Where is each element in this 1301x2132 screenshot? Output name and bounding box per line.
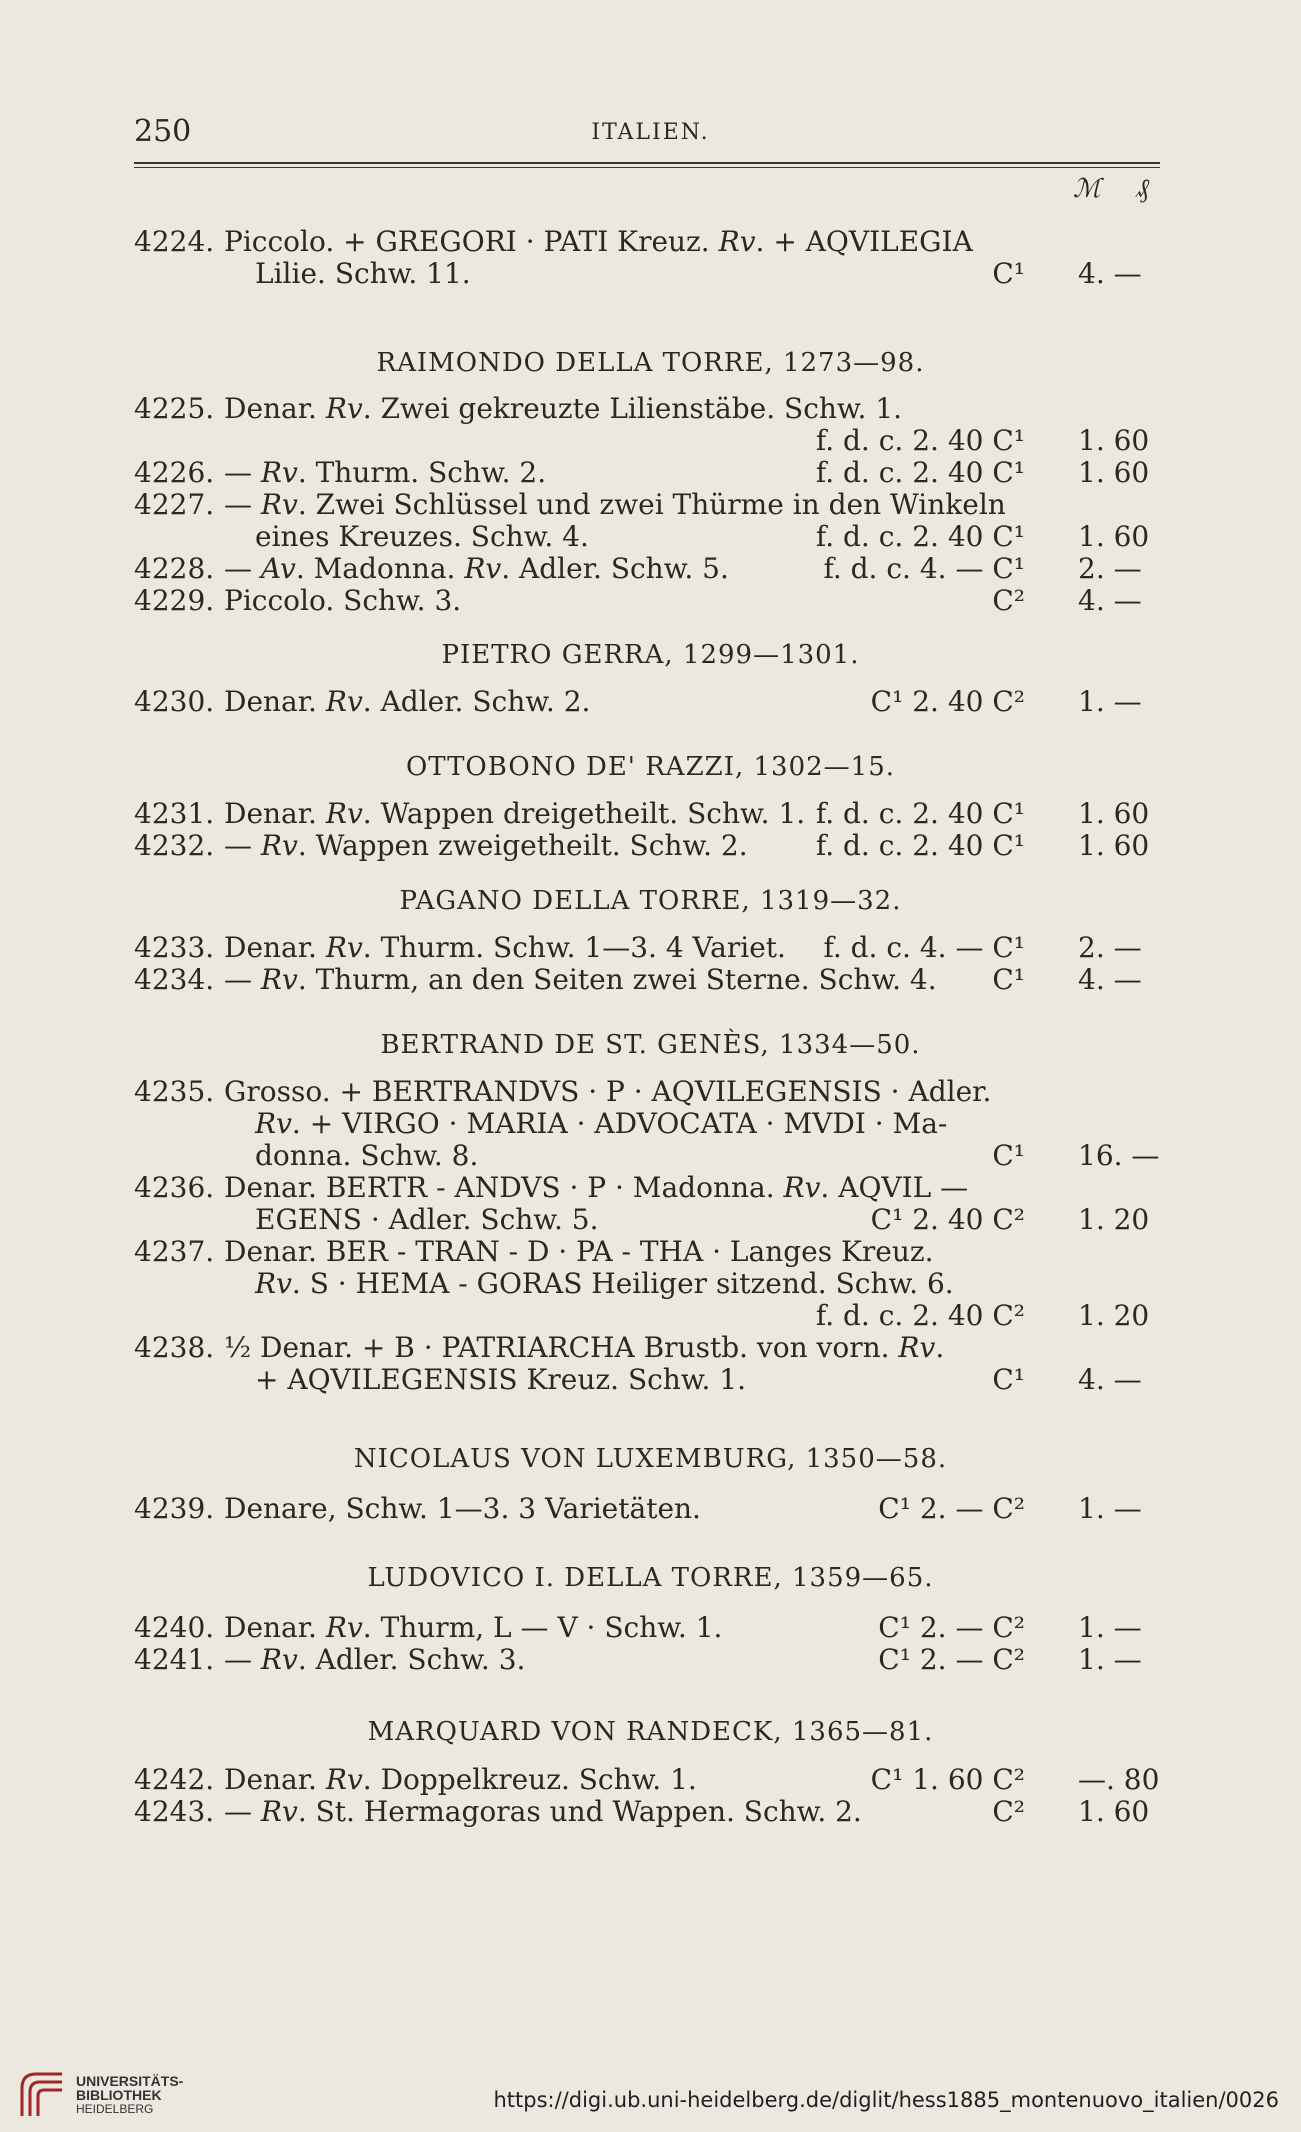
entry-price: 1. 60 <box>1078 456 1150 489</box>
entry-description: — Rv. Wappen zweigetheilt. Schw. 2. <box>224 829 748 862</box>
library-logo-icon <box>14 2066 70 2122</box>
entry-number: 4242. <box>134 1763 215 1796</box>
source-url-link[interactable]: https://digi.ub.uni-heidelberg.de/diglit/hess1885_montenuovo_italien/0026 <box>493 2088 1279 2112</box>
entry-number: 4227. <box>134 488 215 521</box>
entry-description: — Av. Madonna. Rv. Adler. Schw. 5. <box>224 552 729 585</box>
entry-price: 2. — <box>1078 552 1142 585</box>
entry-grade: C¹ <box>992 257 1025 290</box>
entry-price: 1. 60 <box>1078 424 1150 457</box>
entry-description: Denar. BER - TRAN - D · PA - THA · Langes Kreuz. <box>224 1235 934 1268</box>
header-rule-thin <box>134 167 1160 168</box>
entry-number: 4224. <box>134 225 215 258</box>
entry-number: 4240. <box>134 1611 215 1644</box>
running-title: ITALIEN. <box>591 120 710 145</box>
entry-number: 4237. <box>134 1235 215 1268</box>
entry-description: Piccolo. + GREGORI · PATI Kreuz. Rv. + AQVILEGIA <box>224 225 973 258</box>
entry-description: — Rv. Thurm, an den Seiten zwei Sterne. Schw. 4. <box>224 963 937 996</box>
entry-price: 16. — <box>1078 1139 1160 1172</box>
entry-description: Denar. Rv. Doppelkreuz. Schw. 1. <box>224 1763 697 1796</box>
entry-description: Denar. BERTR - ANDVS · P · Madonna. Rv. AQVIL — <box>224 1171 969 1204</box>
section-heading: BERTRAND DE ST. GENÈS, 1334—50. <box>380 1030 921 1060</box>
library-name-line2: BIBLIOTHEK <box>76 2087 162 2103</box>
entry-description: EGENS · Adler. Schw. 5. <box>255 1203 599 1236</box>
entry-price: —. 80 <box>1078 1763 1160 1796</box>
entry-price: 1. 60 <box>1078 520 1150 553</box>
entry-grade: f. d. c. 2. 40 C¹ <box>815 829 1025 862</box>
entry-grade: C¹ <box>992 1139 1025 1172</box>
section-heading: NICOLAUS VON LUXEMBURG, 1350—58. <box>353 1444 948 1474</box>
currency-mark-label: ℳ <box>1073 174 1101 204</box>
entry-number: 4225. <box>134 392 215 425</box>
entry-description: — Rv. St. Hermagoras und Wappen. Schw. 2. <box>224 1795 862 1828</box>
entry-grade: f. d. c. 4. — C¹ <box>823 552 1025 585</box>
entry-number: 4235. <box>134 1075 215 1108</box>
entry-price: 1. 20 <box>1078 1203 1150 1236</box>
entry-description: Denar. Rv. Zwei gekreuzte Lilienstäbe. Schw. 1. <box>224 392 903 425</box>
entry-description: ½ Denar. + B · PATRIARCHA Brustb. von vorn. Rv. <box>224 1331 945 1364</box>
entry-grade: f. d. c. 2. 40 C¹ <box>815 424 1025 457</box>
entry-grade: C¹ 2. — C² <box>878 1643 1025 1676</box>
entry-description: Denare, Schw. 1—3. 3 Varietäten. <box>224 1492 701 1525</box>
entry-description: eines Kreuzes. Schw. 4. <box>255 520 589 553</box>
entry-price: 1. — <box>1078 1611 1142 1644</box>
section-heading: PAGANO DELLA TORRE, 1319—32. <box>399 886 902 916</box>
entry-number: 4238. <box>134 1331 215 1364</box>
entry-price: 1. — <box>1078 685 1142 718</box>
currency-sub-label: ₰ <box>1136 174 1149 204</box>
entry-price: 1. 60 <box>1078 797 1150 830</box>
entry-grade: f. d. c. 2. 40 C² <box>815 1299 1025 1332</box>
section-heading: PIETRO GERRA, 1299—1301. <box>441 640 860 670</box>
entry-number: 4226. <box>134 456 215 489</box>
entry-price: 4. — <box>1078 257 1142 290</box>
entry-number: 4233. <box>134 931 215 964</box>
entry-price: 1. — <box>1078 1492 1142 1525</box>
entry-number: 4230. <box>134 685 215 718</box>
entry-number: 4239. <box>134 1492 215 1525</box>
entry-description: Denar. Rv. Thurm. Schw. 1—3. 4 Variet. <box>224 931 786 964</box>
entry-description: Denar. Rv. Adler. Schw. 2. <box>224 685 591 718</box>
entry-number: 4236. <box>134 1171 215 1204</box>
entry-description: — Rv. Adler. Schw. 3. <box>224 1643 526 1676</box>
entry-price: 4. — <box>1078 584 1142 617</box>
entry-description: Denar. Rv. Thurm, L — V · Schw. 1. <box>224 1611 723 1644</box>
entry-number: 4241. <box>134 1643 215 1676</box>
entry-grade: f. d. c. 4. — C¹ <box>823 931 1025 964</box>
entry-grade: C¹ 1. 60 C² <box>870 1763 1025 1796</box>
entry-grade: C¹ <box>992 963 1025 996</box>
library-name-line3: HEIDELBERG <box>76 2102 154 2116</box>
library-name <box>76 2074 183 2116</box>
entry-description: Rv. S · HEMA - GORAS Heiliger sitzend. Schw. 6. <box>255 1267 954 1300</box>
header-rule <box>134 162 1160 164</box>
entry-number: 4231. <box>134 797 215 830</box>
entry-number: 4234. <box>134 963 215 996</box>
entry-description: Grosso. + BERTRANDVS · P · AQVILEGENSIS · Adler. <box>224 1075 992 1108</box>
entry-grade: f. d. c. 2. 40 C¹ <box>815 456 1025 489</box>
entry-description: Lilie. Schw. 11. <box>255 257 471 290</box>
entry-grade: C² <box>992 1795 1025 1828</box>
entry-description: — Rv. Thurm. Schw. 2. <box>224 456 547 489</box>
section-heading: RAIMONDO DELLA TORRE, 1273—98. <box>376 348 925 378</box>
entry-price: 1. 60 <box>1078 829 1150 862</box>
section-heading: LUDOVICO I. DELLA TORRE, 1359—65. <box>367 1563 934 1593</box>
entry-description: + AQVILEGENSIS Kreuz. Schw. 1. <box>255 1363 746 1396</box>
entry-description: Piccolo. Schw. 3. <box>224 584 462 617</box>
entry-grade: C¹ 2. 40 C² <box>870 685 1025 718</box>
entry-grade: C¹ 2. 40 C² <box>870 1203 1025 1236</box>
entry-grade: C¹ <box>992 1363 1025 1396</box>
entry-description: donna. Schw. 8. <box>255 1139 479 1172</box>
library-name-line1: UNIVERSITÄTS- <box>76 2073 184 2089</box>
entry-price: 1. — <box>1078 1643 1142 1676</box>
section-heading: OTTOBONO DE' RAZZI, 1302—15. <box>405 752 896 782</box>
page-number: 250 <box>134 114 192 149</box>
entry-price: 4. — <box>1078 963 1142 996</box>
entry-price: 1. 60 <box>1078 1795 1150 1828</box>
entry-grade: C¹ 2. — C² <box>878 1611 1025 1644</box>
entry-number: 4229. <box>134 584 215 617</box>
entry-grade: C² <box>992 584 1025 617</box>
entry-number: 4232. <box>134 829 215 862</box>
entry-price: 4. — <box>1078 1363 1142 1396</box>
entry-grade: f. d. c. 2. 40 C¹ <box>815 520 1025 553</box>
entry-grade: C¹ 2. — C² <box>878 1492 1025 1525</box>
entry-price: 1. 20 <box>1078 1299 1150 1332</box>
entry-description: Rv. + VIRGO · MARIA · ADVOCATA · MVDI · Ma- <box>255 1107 948 1140</box>
entry-description: Denar. Rv. Wappen dreigetheilt. Schw. 1. <box>224 797 806 830</box>
entry-price: 2. — <box>1078 931 1142 964</box>
entry-description: — Rv. Zwei Schlüssel und zwei Thürme in den Winkeln <box>224 488 1006 521</box>
entry-number: 4228. <box>134 552 215 585</box>
entry-grade: f. d. c. 2. 40 C¹ <box>815 797 1025 830</box>
entry-number: 4243. <box>134 1795 215 1828</box>
section-heading: MARQUARD VON RANDECK, 1365—81. <box>367 1717 934 1747</box>
